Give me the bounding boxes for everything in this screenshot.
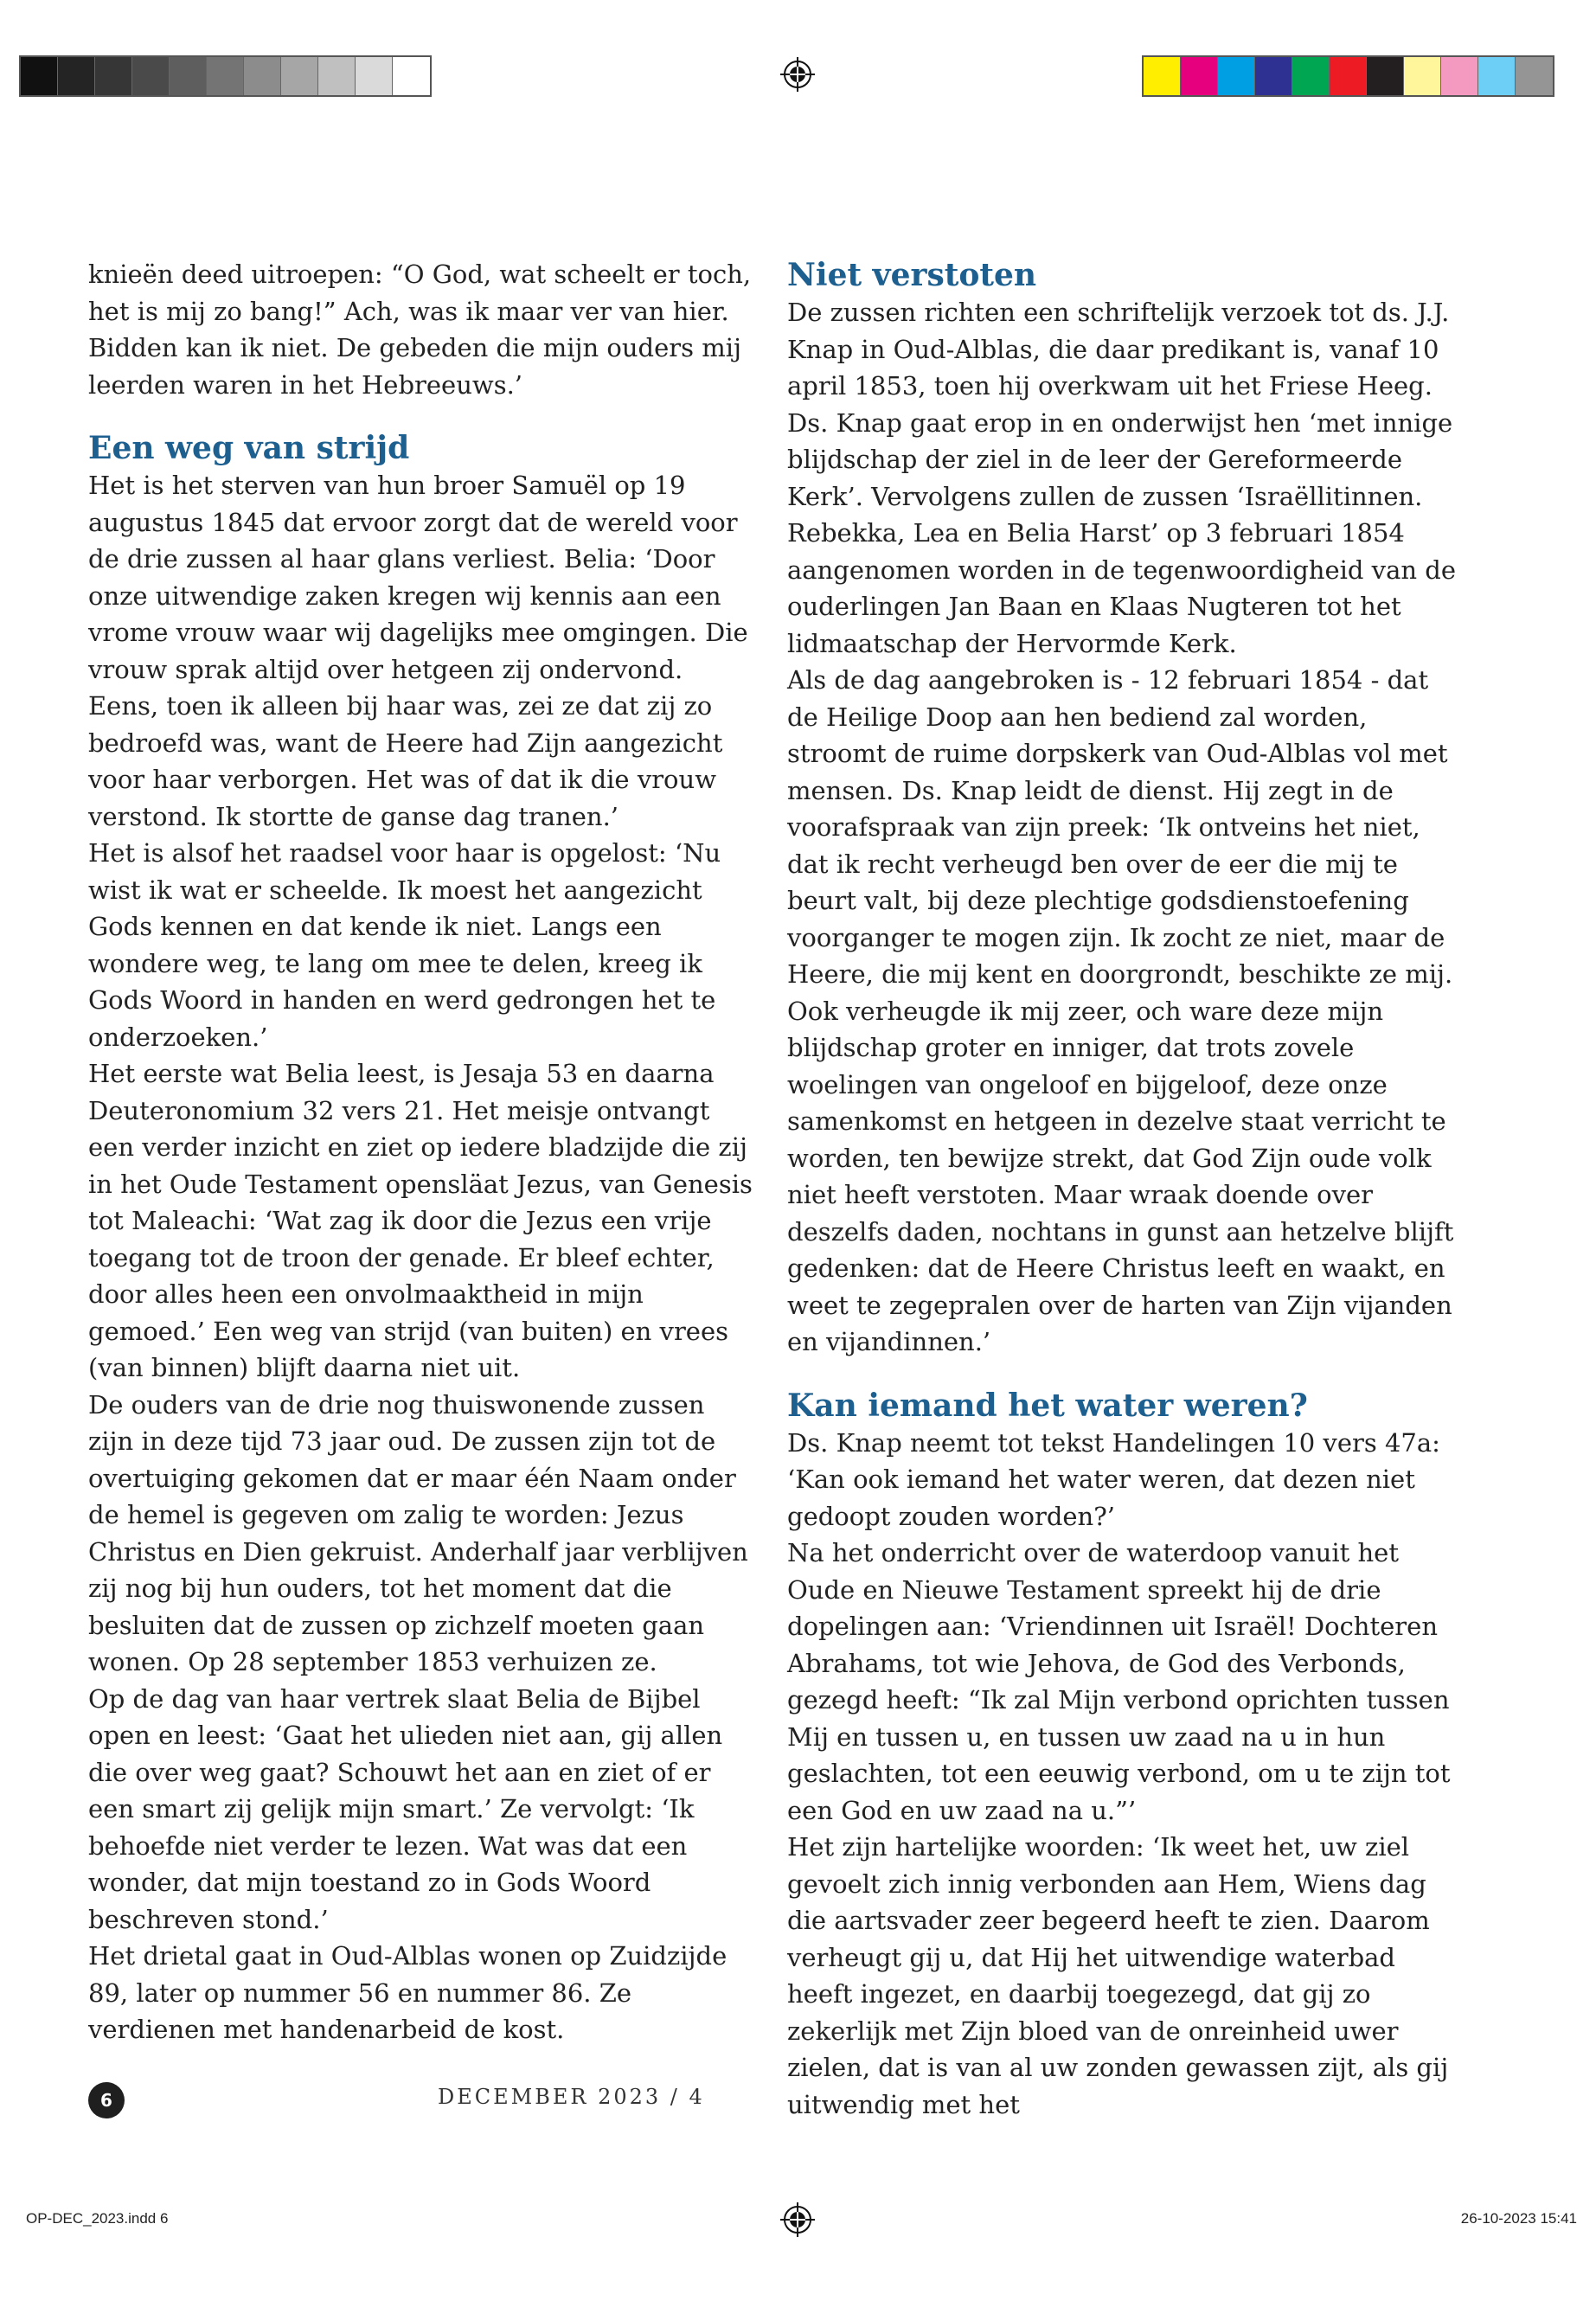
timestamp-slug: 26-10-2023 15:41 — [1460, 2210, 1577, 2227]
gray-swatch — [281, 57, 318, 95]
paragraph: Het is het sterven van hun broer Samuël op 19 augustus 1845 dat ervoor zorgt dat de wereld voor de drie zussen al haar glans verliest. Belia: ‘Door onze uitwendige zaken kregen wij kennis aan een vrome vrouw waar wij dagelijks mee omgingen. Die vrouw sprak altijd over hetgeen zij ondervond. Eens, toen ik alleen bij haar was, zei ze dat zij zo bedroefd was, want de Heere had Zijn aangezicht voor haar verborgen. Het was of dat ik die vrouw verstond. Ik stortte de ganse dag tranen.’ — [88, 471, 748, 831]
paragraph: Het zijn hartelijke woorden: ‘Ik weet het, uw ziel gevoelt zich innig verbonden aan Hem, Wiens dag die aartsvader zeer begeerd heeft te zien. Daarom verheugt gij u, dat Hij het uitwendige waterbad heeft ingezet, en daarbij toegezegd, dat gij zo zekerlijk met Zijn bloed van de onreinheid uwer zielen, dat is van al uw zonden gewassen zijt, als gij uitwendig met het — [787, 1832, 1449, 2119]
paragraph: De zussen richten een schriftelijk verzoek tot ds. J.J. Knap in Oud-Alblas, die daar predikant is, vanaf 10 april 1853, toen hij overkwam uit het Friese Heeg. Ds. Knap gaat erop in en onderwijst hen ‘met innige blijdschap der ziel in de leer der Gereformeerde Kerk’. Vervolgens zullen de zussen ‘Israëllitinnen. Rebekka, Lea en Belia Harst’ op 3 februari 1854 aangenomen worden in de tegenwoordigheid van de ouderlingen Jan Baan en Klaas Nugteren tot het lidmaatschap der Hervormde Kerk. — [787, 298, 1456, 658]
page-number-badge: 6 — [88, 2082, 125, 2118]
color-swatch — [1144, 57, 1181, 95]
color-swatch — [1330, 57, 1367, 95]
section-heading: Een weg van strijd — [88, 430, 410, 466]
color-swatch — [1255, 57, 1292, 95]
registration-mark-icon — [780, 2202, 815, 2237]
gray-swatch — [318, 57, 356, 95]
gray-swatch — [356, 57, 393, 95]
color-swatch — [1367, 57, 1404, 95]
gray-swatch — [393, 57, 430, 95]
paragraph: Het eerste wat Belia leest, is Jesaja 53 en daarna Deuteronomium 32 vers 21. Het meisje ontvangt een verder inzicht en ziet op iedere bladzijde die zij in het Oude Testament opensläat Jezus, van Genesis tot Maleachi: ‘Wat zag ik door die Jezus een vrije toegang tot de troon der genade. Er bleef echter, door alles heen een onvolmaaktheid in mijn gemoed.’ Een weg van strijd (van buiten) en vrees (van binnen) blijft daarna niet uit. — [88, 1059, 753, 1382]
paragraph: Als de dag aangebroken is - 12 februari 1854 - dat de Heilige Doop aan hen bediend zal worden, stroomt de ruime dorpskerk van Oud-Alblas vol met mensen. Ds. Knap leidt de dienst. Hij zegt in de voorafspraak van zijn preek: ‘Ik ontveins het niet, dat ik recht verheugd ben over de eer die mij te beurt valt, bij deze plechtige godsdienstoefening voorganger te mogen zijn. Ik zocht ze niet, maar de Heere, die mij kent en doorgrondt, beschikte ze mij. Ook verheugde ik mij zeer, och ware deze mijn blijdschap groter en inniger, dat trots zovele woelingen van ongeloof en bijgeloof, deze onze samenkomst en hetgeen in dezelve staat verricht te worden, ten bewijze strekt, dat God Zijn oude volk niet heeft verstoten. Maar wraak doende over deszelfs daden, nochtans in gunst aan hetzelve blijft gedenken: dat de Heere Christus leeft en waakt, en weet te zegepralen over de harten van Zijn vijanden en vijandinnen.’ — [787, 665, 1454, 1356]
color-swatch — [1516, 57, 1553, 95]
right-column — [787, 256, 1458, 2123]
cmyk-color-bar — [1142, 55, 1554, 97]
color-swatch — [1218, 57, 1255, 95]
gray-swatch — [207, 57, 244, 95]
color-swatch — [1404, 57, 1441, 95]
paragraph: Op de dag van haar vertrek slaat Belia de Bijbel open en leest: ‘Gaat het ulieden niet aan, gij allen die over weg gaat? Schouwt het aan en ziet of er een smart zij gelijk mijn smart.’ Ze vervolgt: ‘Ik behoefde niet verder te lezen. Wat was dat een wonder, dat mijn toestand zo in Gods Woord beschreven stond.’ — [88, 1683, 723, 1934]
gray-swatch — [132, 57, 170, 95]
paragraph: Het drietal gaat in Oud-Alblas wonen op Zuidzijde 89, later op nummer 56 en nummer 86. Ze verdienen met handenarbeid de kost. — [88, 1941, 727, 2044]
gray-swatch — [21, 57, 58, 95]
gray-swatch — [95, 57, 132, 95]
paragraph: Het is alsof het raadsel voor haar is opgelost: ‘Nu wist ik wat er scheelde. Ik moest het aangezicht Gods kennen en dat kende ik niet. Langs een wondere weg, te lang om mee te delen, kreeg ik Gods Woord in handen en werd gedrongen het te onderzoeken.’ — [88, 838, 721, 1052]
grayscale-color-bar — [19, 55, 432, 97]
gray-swatch — [244, 57, 281, 95]
paragraph: Ds. Knap neemt tot tekst Handelingen 10 vers 47a: ‘Kan ook iemand het water weren, dat dezen niet gedoopt zouden worden?’ — [787, 1427, 1440, 1531]
paragraph: knieën deed uitroepen: “O God, wat scheelt er toch, het is mij zo bang!” Ach, was ik maar ver van hier. Bidden kan ik niet. De gebeden die mijn ouders mij leerden waren in het Hebreeuws.’ — [88, 260, 752, 400]
gray-swatch — [58, 57, 95, 95]
left-column — [88, 256, 754, 2048]
section-heading: Niet verstoten — [787, 257, 1037, 293]
registration-mark-icon — [780, 57, 815, 92]
section-heading: Kan iemand het water weren? — [787, 1387, 1308, 1424]
gray-swatch — [170, 57, 207, 95]
paragraph: De ouders van de drie nog thuiswonende zussen zijn in deze tijd 73 jaar oud. De zussen zijn tot de overtuiging gekomen dat er maar één Naam onder de hemel is gegeven om zalig te worden: Jezus Christus en Dien gekruist. Anderhalf jaar verblijven zij nog bij hun ouders, tot het moment dat die besluiten dat de zussen op zichzelf moeten gaan wonen. Op 28 september 1853 verhuizen ze. — [88, 1389, 748, 1676]
color-swatch — [1292, 57, 1330, 95]
file-slug: OP-DEC_2023.indd 6 — [26, 2210, 169, 2227]
color-swatch — [1441, 57, 1478, 95]
issue-label: DECEMBER 2023 / 4 — [438, 2085, 705, 2109]
color-swatch — [1478, 57, 1516, 95]
paragraph: Na het onderricht over de waterdoop vanuit het Oude en Nieuwe Testament spreekt hij de drie dopelingen aan: ‘Vriendinnen uit Israël! Dochteren Abrahams, tot wie Jehova, de God des Verbonds, gezegd heeft: “Ik zal Mijn verbond oprichten tussen Mij en tussen u, en tussen uw zaad na u in hun geslachten, tot een eeuwig verbond, om u te zijn tot een God en uw zaad na u.”’ — [787, 1538, 1451, 1825]
color-swatch — [1181, 57, 1218, 95]
